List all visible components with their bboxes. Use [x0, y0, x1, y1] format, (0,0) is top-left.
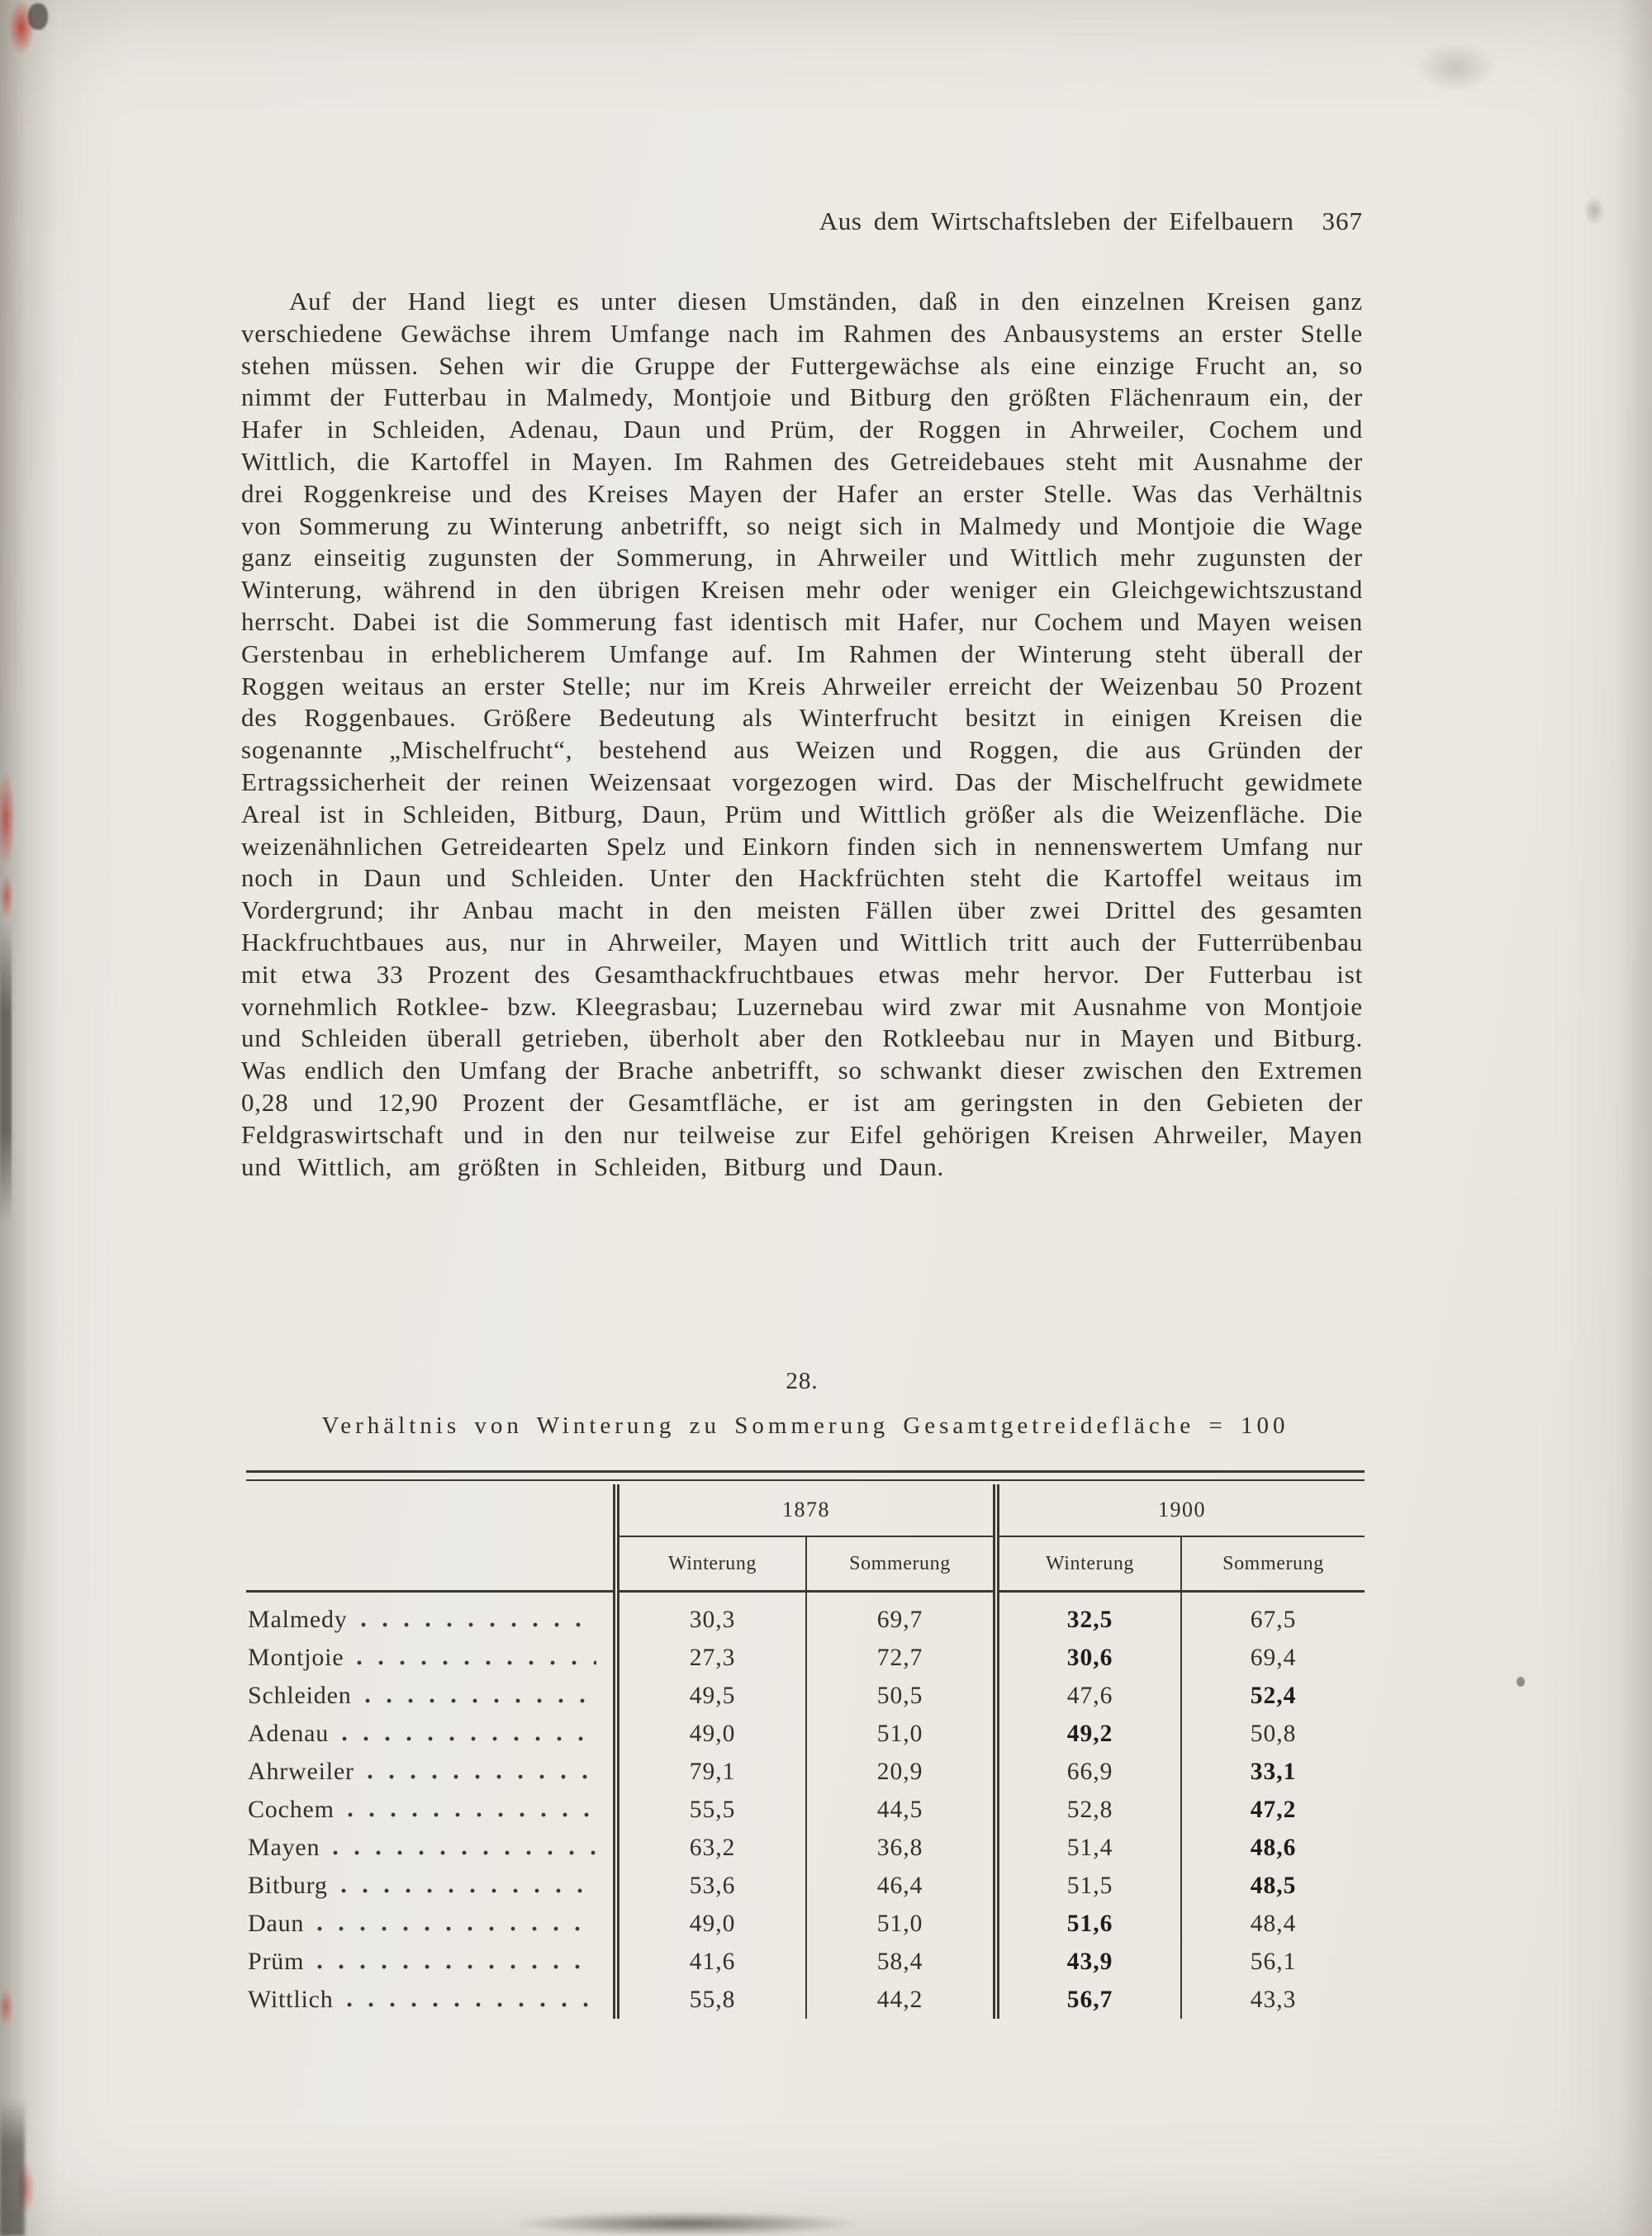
dot-leader: [317, 1926, 596, 1933]
scan-artifact-gray-smudge: [1417, 43, 1495, 93]
page-number: 367: [1322, 207, 1363, 235]
table-row: [246, 1943, 1365, 1981]
kreis-name: Bitburg: [248, 1872, 328, 1899]
kreis-name: Daun: [248, 1910, 305, 1937]
running-head-title: Aus dem Wirtschaftsleben der Eifelbauern: [819, 207, 1294, 235]
kreis-name: Ahrweiler: [248, 1758, 354, 1785]
dot-leader: [342, 1736, 596, 1743]
cell-1878-winterung: 27,3: [616, 1639, 806, 1677]
dot-leader: [357, 1660, 596, 1667]
dot-leader: [348, 1812, 596, 1819]
header-1900-sommerung: Sommerung: [1181, 1536, 1365, 1592]
table-row: [246, 1592, 1365, 1640]
row-label-cell: [246, 1753, 616, 1791]
dot-leader: [365, 1698, 596, 1705]
scan-artifact-red-mark: [17, 2162, 35, 2214]
cell-1878-winterung: 49,0: [616, 1715, 806, 1753]
cell-1900-sommerung: 48,4: [1181, 1905, 1365, 1943]
year-header-1900: 1900: [996, 1484, 1365, 1536]
table-corner-cell: [246, 1484, 616, 1592]
cell-1878-sommerung: 50,5: [806, 1677, 996, 1715]
cell-1878-sommerung: 72,7: [806, 1639, 996, 1677]
kreis-name: Montjoie: [248, 1644, 344, 1671]
cell-1878-sommerung: 58,4: [806, 1943, 996, 1981]
cell-1878-winterung: 49,0: [616, 1905, 806, 1943]
dot-leader: [341, 1888, 596, 1895]
row-label-cell: [246, 1715, 616, 1753]
cell-1900-winterung: 51,4: [996, 1829, 1181, 1867]
scan-artifact-gray-smudge: [1584, 197, 1604, 225]
table-row: [246, 1677, 1365, 1715]
row-label-cell: [246, 1981, 616, 2019]
kreis-name: Wittlich: [248, 1986, 334, 2013]
table-row: [246, 1905, 1365, 1943]
table-title: Verhältnis von Winterung zu Sommerung Gesamtgetreidefläche = 100: [321, 1412, 1289, 1439]
scan-artifact-dark-smudge: [512, 2212, 859, 2235]
header-1900-winterung: Winterung: [996, 1536, 1181, 1592]
cell-1900-winterung: 51,5: [996, 1867, 1181, 1905]
cell-1878-winterung: 41,6: [616, 1943, 806, 1981]
kreis-name: Mayen: [248, 1834, 320, 1861]
kreis-name: Prüm: [248, 1948, 305, 1975]
cell-1878-sommerung: 36,8: [806, 1829, 996, 1867]
cell-1878-sommerung: 44,2: [806, 1981, 996, 2019]
table-top-double-rule: [246, 1470, 1365, 1481]
cell-1900-winterung: 51,6: [996, 1905, 1181, 1943]
dot-leader: [317, 1964, 596, 1971]
cell-1900-winterung: 30,6: [996, 1639, 1181, 1677]
scan-artifact-dark-smudge: [0, 2098, 25, 2236]
cell-1900-sommerung: 48,6: [1181, 1829, 1365, 1867]
row-label-cell: [246, 1829, 616, 1867]
kreis-name: Cochem: [248, 1796, 335, 1823]
scan-artifact-dark-smudge: [0, 923, 12, 1221]
table-row: [246, 1639, 1365, 1677]
scan-artifact-red-mark: [0, 1989, 13, 2025]
scan-artifact-gray-smudge: [1517, 1677, 1525, 1687]
kreis-name: Adenau: [248, 1720, 330, 1747]
binding-shadow: [0, 0, 58, 2236]
dot-leader: [368, 1774, 596, 1781]
scan-artifact-red-mark: [0, 874, 13, 919]
dot-leader: [333, 1850, 596, 1857]
cell-1900-sommerung: 43,3: [1181, 1981, 1365, 2019]
row-label-cell: [246, 1677, 616, 1715]
cell-1878-winterung: 49,5: [616, 1677, 806, 1715]
row-label-cell: [246, 1867, 616, 1905]
right-edge-shade: [1619, 0, 1652, 2236]
cell-1900-winterung: 52,8: [996, 1791, 1181, 1829]
kreis-name: Malmedy: [248, 1606, 348, 1633]
cell-1900-sommerung: 33,1: [1181, 1753, 1365, 1791]
table-row: [246, 1715, 1365, 1753]
kreis-name: Schleiden: [248, 1682, 352, 1709]
row-label-cell: [246, 1943, 616, 1981]
header-1878-winterung: Winterung: [616, 1536, 806, 1592]
cell-1900-sommerung: 56,1: [1181, 1943, 1365, 1981]
cell-1900-winterung: 56,7: [996, 1981, 1181, 2019]
scan-artifact-red-mark: [8, 0, 35, 55]
dot-leader: [361, 1622, 596, 1629]
cell-1900-sommerung: 50,8: [1181, 1715, 1365, 1753]
cell-1878-winterung: 30,3: [616, 1592, 806, 1640]
table-number: 28.: [786, 1368, 819, 1394]
table-row: [246, 1867, 1365, 1905]
article-paragraph: Auf der Hand liegt es unter diesen Umständen, daß in den einzelnen Kreisen ganz verschiedene Gewächse ihrem Umfange nach im Rahmen des Anbausystems an erster Stelle stehen müssen. Sehen wir die Gruppe der Futtergewächse als eine einzige Frucht an, so nimmt der Futterbau in Malmedy, Montjoie und Bitburg den größten Flächenraum ein, der Hafer in Schleiden, Adenau, Daun und Prüm, der Roggen in Ahrweiler, Cochem und Wittlich, die Kartoffel in Mayen. Im Rahmen des Getreidebaues steht mit Ausnahme der drei Roggenkreise und des Kreises Mayen der Hafer an erster Stelle. Was das Verhältnis von Sommerung zu Winterung anbetrifft, so neigt sich in Malmedy und Montjoie die Wage ganz einseitig zugunsten der Sommerung, in Ahrweiler und Wittlich mehr zugunsten der Winterung, während in den übrigen Kreisen mehr oder weniger ein Gleichgewichtszustand herrscht. Dabei ist die Sommerung fast identisch mit Hafer, nur Cochem und Mayen weisen Gerstenbau in erheblicherem Umfange auf. Im Rahmen der Winterung steht überall der Roggen weitaus an erster Stelle; nur im Kreis Ahrweiler erreicht der Weizenbau 50 Prozent des Roggenbaues. Größere Bedeutung als Winterfrucht besitzt in einigen Kreisen die sogenannte „Mischelfrucht“, bestehend aus Weizen und Roggen, die aus Gründen der Ertragssicherheit der reinen Weizensaat vorgezogen wird. Das der Mischelfrucht gewidmete Areal ist in Schleiden, Bitburg, Daun, Prüm und Wittlich größer als die Weizenfläche. Die weizenähnlichen Getreidearten Spelz und Einkorn finden sich in nennenswertem Umfang nur noch in Daun und Schleiden. Unter den Hackfrüchten steht die Kartoffel weitaus im Vordergrund; ihr Anbau macht in den meisten Fällen über zwei Drittel des gesamten Hackfruchtbaues aus, nur in Ahrweiler, Mayen und Wittlich tritt auch der Futterrübenbau mit etwa 33 Prozent des Gesamthackfruchtbaues etwas mehr hervor. Der Futterbau ist vornehmlich Rotklee- bzw. Kleegrasbau; Luzernebau wird zwar mit Ausnahme von Montjoie und Schleiden überall getrieben, überholt aber den Rotkleebau nur in Mayen und Bitburg. Was endlich den Umfang der Brache anbetrifft, so schwankt dieser zwischen den Extremen 0,28 und 12,90 Prozent der Gesamtfläche, er ist am geringsten in den Gebieten der Feldgraswirtschaft und in den nur teilweise zur Eifel gehörigen Kreisen Ahrweiler, Mayen und Wittlich, am größten in Schleiden, Bitburg und Daun.: [241, 287, 1363, 1181]
row-label-cell: [246, 1791, 616, 1829]
cell-1878-winterung: 63,2: [616, 1829, 806, 1867]
cell-1900-winterung: 43,9: [996, 1943, 1181, 1981]
table-row: [246, 1791, 1365, 1829]
year-header-row: [246, 1484, 1365, 1536]
cell-1900-sommerung: 47,2: [1181, 1791, 1365, 1829]
scan-artifact-dark-smudge: [28, 3, 48, 30]
cell-1900-winterung: 47,6: [996, 1677, 1181, 1715]
cell-1900-winterung: 66,9: [996, 1753, 1181, 1791]
cell-1878-sommerung: 51,0: [806, 1905, 996, 1943]
dot-leader: [347, 2002, 596, 2009]
data-table: [246, 1484, 1365, 2019]
cell-1878-winterung: 55,5: [616, 1791, 806, 1829]
cell-1878-sommerung: 44,5: [806, 1791, 996, 1829]
row-label-cell: [246, 1905, 616, 1943]
cell-1900-winterung: 49,2: [996, 1715, 1181, 1753]
header-1878-sommerung: Sommerung: [806, 1536, 996, 1592]
row-label-cell: [246, 1639, 616, 1677]
cell-1878-sommerung: 20,9: [806, 1753, 996, 1791]
table-row: [246, 1981, 1365, 2019]
running-head: [241, 207, 1363, 236]
cell-1900-sommerung: 52,4: [1181, 1677, 1365, 1715]
cell-1878-winterung: 53,6: [616, 1867, 806, 1905]
scan-artifact-red-mark: [0, 772, 15, 865]
row-label-cell: [246, 1592, 616, 1640]
table-row: [246, 1753, 1365, 1791]
table-row: [246, 1829, 1365, 1867]
cell-1878-winterung: 55,8: [616, 1981, 806, 2019]
cell-1878-winterung: 79,1: [616, 1753, 806, 1791]
cell-1900-sommerung: 67,5: [1181, 1592, 1365, 1640]
cell-1900-sommerung: 69,4: [1181, 1639, 1365, 1677]
cell-1878-sommerung: 46,4: [806, 1867, 996, 1905]
cell-1878-sommerung: 51,0: [806, 1715, 996, 1753]
year-header-1878: 1878: [616, 1484, 996, 1536]
cell-1878-sommerung: 69,7: [806, 1592, 996, 1640]
cell-1900-winterung: 32,5: [996, 1592, 1181, 1640]
cell-1900-sommerung: 48,5: [1181, 1867, 1365, 1905]
